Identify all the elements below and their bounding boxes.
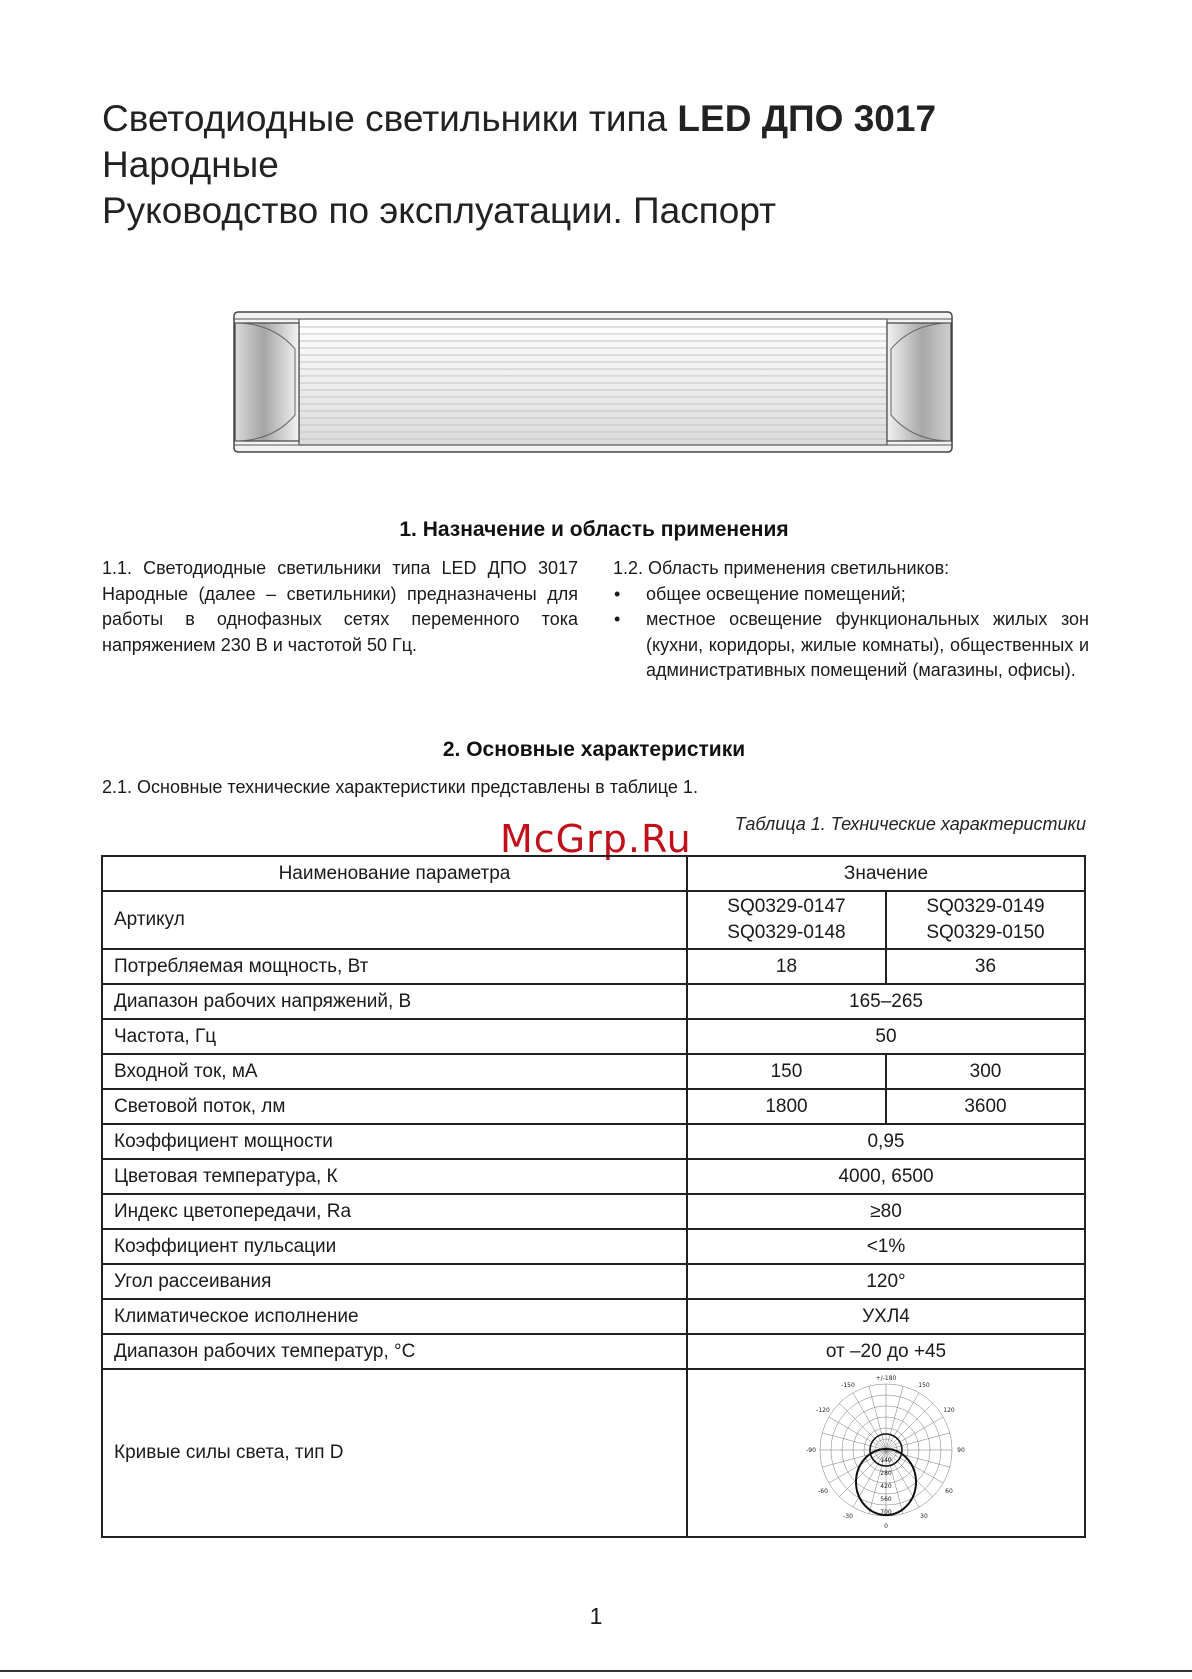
header-param: Наименование параметра (102, 856, 687, 891)
angle-label: 90 (957, 1447, 965, 1454)
article-code: SQ0329-0147 (727, 896, 846, 917)
row-value: 300 (886, 1054, 1085, 1089)
row-label: Кривые силы света, тип D (102, 1369, 687, 1537)
radial-label: 560 (880, 1496, 892, 1503)
row-label: Цветовая температура, К (102, 1159, 687, 1194)
polar-grid-spoke (886, 1450, 933, 1497)
polar-grid-spoke (839, 1403, 886, 1450)
article-code: SQ0329-0149 (926, 896, 1045, 917)
row-label: Коэффициент пульсации (102, 1229, 687, 1264)
table-row (102, 984, 1085, 1019)
row-value: 3600 (886, 1089, 1085, 1124)
title-line-1: Светодиодные светильники типа LED ДПО 3017 (102, 98, 937, 139)
table-row (102, 1089, 1085, 1124)
header-value: Значение (687, 856, 1085, 891)
polar-light-distribution-diagram (796, 1370, 976, 1530)
document-title (102, 96, 1102, 234)
table-row (102, 1264, 1085, 1299)
row-value: <1% (687, 1229, 1085, 1264)
angle-label: -150 (841, 1382, 855, 1389)
list-item: • общее освещение помещений; (613, 582, 1089, 608)
angle-label: -30 (843, 1513, 853, 1520)
section-2-1-text: 2.1. Основные технические характеристики представлены в таблице 1. (102, 777, 698, 797)
table-row (102, 1194, 1085, 1229)
row-value: 120° (687, 1264, 1085, 1299)
row-value: 165–265 (687, 984, 1085, 1019)
row-value: 50 (687, 1019, 1085, 1054)
section-1-2-intro: 1.2. Область применения светильников: (613, 558, 950, 578)
polar-grid-spoke (853, 1393, 886, 1450)
row-label: Климатическое исполнение (102, 1299, 687, 1334)
section-1-heading: 1. Назначение и область применения (399, 518, 789, 541)
table-row (102, 1299, 1085, 1334)
radial-label: 700 (880, 1509, 892, 1516)
article-cell-2 (886, 891, 1085, 949)
table-row (102, 1334, 1085, 1369)
angle-label: 60 (945, 1488, 953, 1495)
table-row (102, 1124, 1085, 1159)
section-1-2-block (613, 556, 1089, 684)
article-code: SQ0329-0150 (926, 922, 1045, 943)
table-header-row (102, 856, 1085, 891)
row-value: ≥80 (687, 1194, 1085, 1229)
table-row (102, 1229, 1085, 1264)
table-caption: Таблица 1. Технические характеристики (734, 814, 1086, 834)
row-label: Входной ток, мА (102, 1054, 687, 1089)
row-value: 36 (886, 949, 1085, 984)
luminaire-illustration (233, 311, 953, 453)
polar-grid-spoke (886, 1393, 919, 1450)
table-row (102, 891, 1085, 949)
polar-grid-spoke (839, 1450, 886, 1497)
watermark: McGrp.Ru (500, 817, 692, 861)
polar-grid-spoke (829, 1450, 886, 1483)
list-item: • местное освещение функциональных жилых зон (кухни, коридоры, жилые комнаты), общественных и административных помещений (магазины, офисы). (613, 607, 1089, 684)
table-row (102, 949, 1085, 984)
polar-grid-spoke (886, 1403, 933, 1450)
row-label: Световой поток, лм (102, 1089, 687, 1124)
polar-grid-spoke (829, 1417, 886, 1450)
spec-table (101, 855, 1086, 1538)
table-row (102, 1159, 1085, 1194)
angle-label: -120 (816, 1407, 830, 1414)
row-value: 0,95 (687, 1124, 1085, 1159)
application-list (613, 582, 1089, 684)
table-row (102, 1369, 1085, 1537)
radial-label: 140 (880, 1457, 892, 1464)
row-label: Частота, Гц (102, 1019, 687, 1054)
article-code: SQ0329-0148 (727, 922, 846, 943)
row-value: 4000, 6500 (687, 1159, 1085, 1194)
title-line-3: Руководство по эксплуатации. Паспорт (102, 190, 777, 231)
angle-label: +/-180 (875, 1375, 897, 1382)
row-label: Угол рассеивания (102, 1264, 687, 1299)
angle-label: 30 (920, 1513, 928, 1520)
row-label: Потребляемая мощность, Вт (102, 949, 687, 984)
polar-diagram-cell (687, 1369, 1085, 1537)
row-label: Коэффициент мощности (102, 1124, 687, 1159)
row-value: УХЛ4 (687, 1299, 1085, 1334)
section-2-heading: 2. Основные характеристики (442, 738, 746, 761)
polar-grid-spoke (886, 1417, 943, 1450)
angle-label: 0 (884, 1523, 888, 1530)
table-row (102, 1054, 1085, 1089)
title-line-2: Народные (102, 144, 279, 185)
row-value: 18 (687, 949, 886, 984)
radial-label: 420 (880, 1483, 892, 1490)
row-value: 1800 (687, 1089, 886, 1124)
polar-grid-spoke (886, 1450, 943, 1483)
angle-label: -90 (806, 1447, 816, 1454)
angle-label: -60 (818, 1488, 828, 1495)
row-label: Артикул (102, 891, 687, 949)
page-number: 1 (589, 1603, 603, 1629)
radial-label: 280 (880, 1470, 892, 1477)
bottom-rule (0, 1670, 1192, 1672)
table-row (102, 1019, 1085, 1054)
section-1-1-text: 1.1. Светодиодные светильники типа LED ДПО 3017 Народные (далее – светильники) предназначены для работы в однофазных сетях переменного тока напряжением 230 В и частотой 50 Гц. (102, 558, 578, 655)
row-value: 150 (687, 1054, 886, 1089)
angle-label: 150 (918, 1382, 930, 1389)
row-value: от –20 до +45 (687, 1334, 1085, 1369)
row-label: Индекс цветопередачи, Ra (102, 1194, 687, 1229)
article-cell-1 (687, 891, 886, 949)
row-label: Диапазон рабочих температур, °С (102, 1334, 687, 1369)
angle-label: 120 (943, 1407, 955, 1414)
row-label: Диапазон рабочих напряжений, В (102, 984, 687, 1019)
